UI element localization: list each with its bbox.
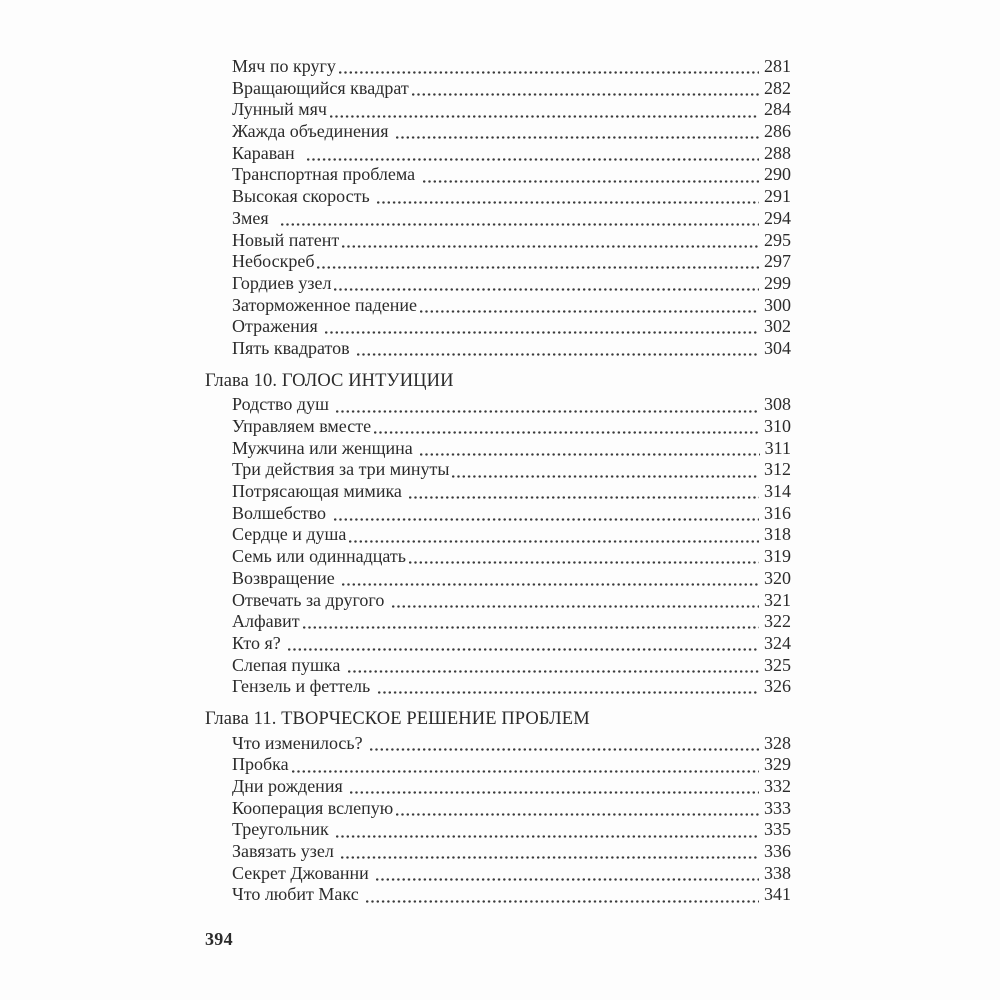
entry-page-number: 294 [764, 207, 791, 228]
toc-entry [232, 186, 791, 208]
toc-entry [232, 208, 791, 230]
entry-page-number: 288 [764, 142, 791, 163]
entry-title: Мужчина или женщина [232, 437, 418, 458]
dot-leader [349, 540, 759, 543]
toc-entry [232, 295, 791, 317]
dot-leader [334, 288, 759, 291]
entry-title: Мяч по кругу [232, 56, 336, 76]
dot-leader [357, 353, 759, 356]
toc-entry [232, 754, 791, 776]
entry-page-number: 338 [764, 862, 791, 883]
entry-title: Треугольник [232, 819, 334, 840]
entry-page-number: 329 [764, 754, 791, 775]
dot-leader [325, 331, 759, 334]
entry-title: Караван [232, 142, 304, 163]
toc-entry [232, 841, 791, 863]
toc-entry [232, 394, 791, 416]
entry-title: Возвращение [232, 567, 340, 588]
entry-title: Заторможенное падение [232, 294, 418, 315]
entry-title: Небоскреб [232, 251, 315, 272]
toc-entry [232, 819, 791, 841]
entry-title: Отражения [232, 316, 323, 337]
entry-title: Сердце и душа [232, 524, 347, 545]
dot-leader [412, 93, 759, 96]
entry-title: Семь или одиннадцать [232, 546, 406, 567]
dot-leader [396, 136, 759, 139]
toc-entry [232, 546, 791, 568]
entry-title: Новый патент [232, 229, 340, 250]
entry-page-number: 297 [764, 251, 791, 272]
entry-title: Вращающийся квадрат [232, 77, 409, 98]
entry-page-number: 319 [764, 546, 791, 567]
toc-entry [232, 590, 791, 612]
entry-title: Высокая скорость [232, 186, 375, 207]
dot-leader [348, 670, 759, 673]
dot-leader [370, 748, 759, 751]
entry-page-number: 325 [764, 654, 791, 675]
toc-entry [232, 633, 791, 655]
entry-list [205, 733, 791, 907]
toc-entry [232, 251, 791, 273]
toc-entry [232, 56, 791, 78]
chapter-heading: Глава 11. ТВОРЧЕСКОЕ РЕШЕНИЕ ПРОБЛЕМ [205, 708, 590, 729]
entry-title: Жажда объединения [232, 121, 393, 142]
entry-title: Дни рождения [232, 776, 348, 797]
toc-entry [232, 733, 791, 755]
dot-leader [307, 158, 759, 161]
entry-title: Потрясающая мимика [232, 481, 407, 502]
entry-title: Кооперация вслепую [232, 797, 394, 818]
toc-entry [232, 316, 791, 338]
entry-title: Гордиев узел [232, 272, 332, 293]
entry-title: Отвечать за другого [232, 589, 389, 610]
toc-entry [232, 776, 791, 798]
dot-leader [452, 475, 759, 478]
entry-page-number: 326 [764, 676, 791, 697]
dot-leader [423, 180, 759, 183]
toc-entry [232, 503, 791, 525]
entry-page-number: 320 [764, 567, 791, 588]
entry-page-number: 286 [764, 121, 791, 142]
dot-leader [366, 900, 759, 903]
toc [205, 56, 791, 906]
toc-entry [232, 438, 791, 460]
entry-title: Завязать узел [232, 841, 339, 862]
chapter-heading: Глава 10. ГОЛОС ИНТУИЦИИ [205, 370, 454, 391]
entry-page-number: 322 [764, 611, 791, 632]
entry-page-number: 314 [764, 481, 791, 502]
dot-leader [292, 770, 759, 773]
toc-entry [232, 416, 791, 438]
entry-title: Змея [232, 207, 278, 228]
toc-entry [232, 863, 791, 885]
entry-page-number: 341 [764, 884, 791, 905]
toc-section [205, 709, 791, 906]
toc-entry [232, 798, 791, 820]
entry-page-number: 291 [764, 186, 791, 207]
dot-leader [339, 71, 759, 74]
dot-leader [281, 223, 759, 226]
entry-title: Пять квадратов [232, 337, 355, 358]
entry-page-number: 300 [764, 294, 791, 315]
entry-page-number: 281 [764, 56, 791, 76]
entry-page-number: 302 [764, 316, 791, 337]
dot-leader [392, 605, 759, 608]
toc-entry [232, 338, 791, 360]
entry-page-number: 308 [764, 394, 791, 415]
toc-entry [232, 524, 791, 546]
entry-title: Слепая пушка [232, 654, 345, 675]
dot-leader [288, 648, 759, 651]
entry-page-number: 324 [764, 632, 791, 653]
dot-leader [409, 496, 759, 499]
dot-leader [342, 583, 759, 586]
entry-page-number: 311 [764, 437, 791, 458]
dot-leader [336, 835, 759, 838]
dot-leader [420, 453, 759, 456]
entry-title: Лунный мяч [232, 99, 327, 120]
entry-page-number: 332 [764, 776, 791, 797]
toc-entry [232, 143, 791, 165]
entry-title: Управляем вместе [232, 416, 372, 437]
toc-entry [232, 230, 791, 252]
entry-title: Алфавит [232, 611, 300, 632]
dot-leader [336, 410, 759, 413]
entry-page-number: 336 [764, 841, 791, 862]
toc-entry [232, 121, 791, 143]
dot-leader [409, 561, 759, 564]
entry-title: Транспортная проблема [232, 164, 420, 185]
entry-title: Гензель и феттель [232, 676, 375, 697]
entry-page-number: 304 [764, 337, 791, 358]
entry-title: Что любит Макс [232, 884, 364, 905]
entry-page-number: 282 [764, 77, 791, 98]
toc-entry [232, 78, 791, 100]
entry-list [205, 394, 791, 698]
toc-entry [232, 884, 791, 906]
entry-page-number: 295 [764, 229, 791, 250]
entry-page-number: 284 [764, 99, 791, 120]
dot-leader [303, 626, 759, 629]
toc-entry [232, 459, 791, 481]
folio-page-number: 394 [205, 929, 233, 949]
dot-leader [350, 791, 759, 794]
toc-entry [232, 676, 791, 698]
dot-leader [420, 310, 759, 313]
toc-entry [232, 481, 791, 503]
entry-page-number: 335 [764, 819, 791, 840]
entry-page-number: 312 [764, 459, 791, 480]
entry-title: Три действия за три минуты [232, 459, 450, 480]
dot-leader [378, 691, 759, 694]
entry-page-number: 310 [764, 416, 791, 437]
entry-title: Пробка [232, 754, 289, 775]
toc-entry [232, 568, 791, 590]
toc-section [205, 371, 791, 698]
entry-title: Кто я? [232, 632, 286, 653]
toc-entry [232, 273, 791, 295]
entry-title: Что изменилось? [232, 732, 368, 753]
dot-leader [377, 201, 759, 204]
dot-leader [334, 518, 760, 521]
dot-leader [376, 878, 759, 881]
entry-page-number: 333 [764, 797, 791, 818]
entry-page-number: 321 [764, 589, 791, 610]
entry-page-number: 290 [764, 164, 791, 185]
dot-leader [396, 813, 759, 816]
entry-title: Родство душ [232, 394, 334, 415]
toc-entry [232, 655, 791, 677]
dot-leader [341, 856, 759, 859]
toc-section [205, 56, 791, 360]
toc-entry [232, 611, 791, 633]
entry-page-number: 299 [764, 272, 791, 293]
entry-title: Секрет Джованни [232, 862, 374, 883]
dot-leader [330, 115, 759, 118]
entry-page-number: 328 [764, 732, 791, 753]
dot-leader [374, 431, 759, 434]
toc-entry [232, 164, 791, 186]
entry-page-number: 318 [764, 524, 791, 545]
entry-list [205, 56, 791, 360]
entry-page-number: 316 [764, 502, 791, 523]
dot-leader [342, 245, 759, 248]
toc-entry [232, 99, 791, 121]
dot-leader [317, 266, 759, 269]
entry-title: Волшебство [232, 502, 331, 523]
